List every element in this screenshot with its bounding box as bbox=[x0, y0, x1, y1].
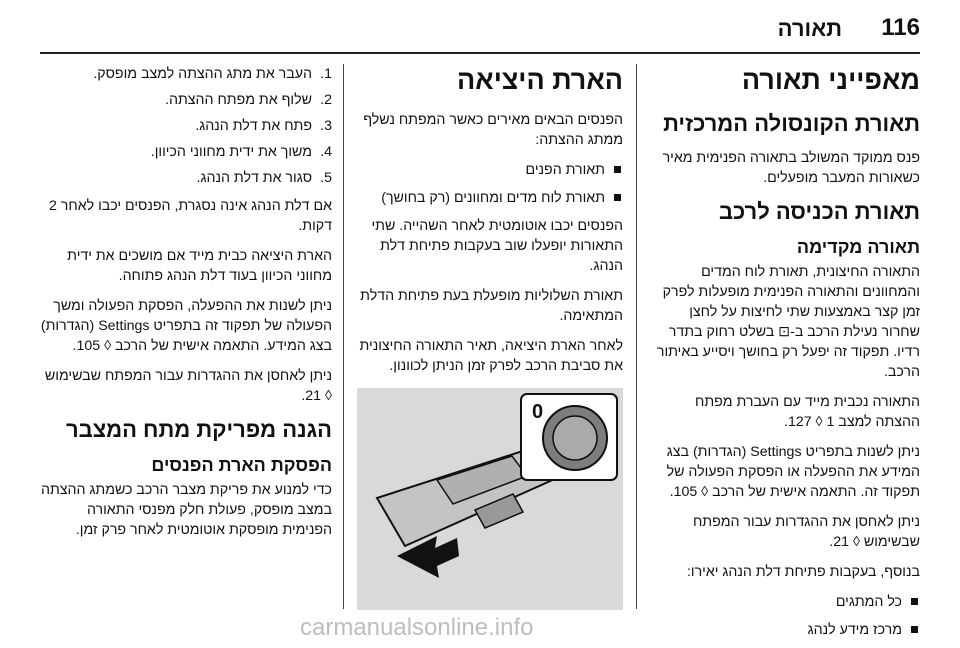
paragraph: תאורת השלוליות מופעלת בעת פתיחת הדלת המתאימה. bbox=[360, 288, 623, 324]
step-item: 3.פתח את דלת הנהג. bbox=[195, 118, 332, 134]
watermark: carmanualsonline.info bbox=[300, 614, 534, 641]
page-number: 116 bbox=[881, 14, 920, 41]
paragraph: ניתן לשנות בתפריט Settings (הגדרות) בצג המידע את ההפעלה או הפסקת הפעולה של תפקוד זה. התאמה אישית של הרכב ◊ 105. bbox=[666, 444, 920, 500]
step-item: 5.סגור את דלת הנהג. bbox=[196, 170, 332, 186]
paragraph: אם דלת הנהג אינה נסגרת, הפנסים יכבו לאחר 2 דקות. bbox=[48, 198, 332, 234]
header-rule bbox=[40, 52, 920, 54]
paragraph: ניתן לאחסן את ההגדרות עבור המפתח שבשימוש ◊ 21. bbox=[692, 514, 920, 550]
paragraph: ניתן לשנות את ההפעלה, הפסקת הפעולה ומשך הפעולה של תפקוד זה בתפריט Settings (הגדרות) בצג המידע. התאמה אישית של הרכב ◊ 105. bbox=[40, 298, 332, 354]
list-item: כל המתגים bbox=[650, 592, 920, 612]
bullet-list bbox=[650, 592, 920, 640]
left-column bbox=[40, 64, 332, 550]
paragraph: הארת היציאה כבית מייד אם מושכים את ידית מחווני הכיוון בעוד דלת הנהג פתוחה. bbox=[67, 248, 332, 284]
subheading-welcome-light: תאורה מקדימה bbox=[796, 237, 920, 257]
right-column bbox=[650, 64, 920, 648]
lever-position-label: 0 bbox=[532, 401, 544, 423]
paragraph: פנס ממוקד המשולב בתאורה הפנימית מאיר כשאורות המעבר מופעלים. bbox=[662, 150, 920, 186]
subheading-battery-protection: הגנה מפריקת מתח המצבר bbox=[65, 417, 332, 442]
subheading-entry-light: תאורת הכניסה לרכב bbox=[718, 199, 920, 224]
lever-drawing bbox=[357, 388, 623, 610]
middle-column bbox=[357, 64, 623, 412]
page-title: תאורה bbox=[777, 16, 842, 41]
step-item: 1.העבר את מתג ההצתה למצב מופסק. bbox=[93, 66, 332, 82]
paragraph: לאחר הארת היציאה, תאיר התאורה החיצונית את סביבת הרכב לפרק זמן הניתן לכוונון. bbox=[359, 338, 623, 374]
section-heading: הארת היציאה bbox=[457, 65, 623, 95]
page-header bbox=[0, 0, 960, 56]
list-item: תאורת לוח מדים ומחוונים (רק בחושך) bbox=[357, 188, 623, 208]
subheading-lights-off: הפסקת הארת הפנסים bbox=[151, 455, 332, 475]
steps-list bbox=[40, 64, 332, 188]
step-item: 2.שלוף את מפתח ההצתה. bbox=[165, 92, 332, 108]
column-divider-right bbox=[636, 64, 637, 609]
paragraph: הפנסים הבאים מאירים כאשר המפתח נשלף ממתג ההצתה: bbox=[363, 112, 623, 148]
paragraph: התאורה נכבית מייד עם העברת מפתח ההצתה למצב 1 ◊ 127. bbox=[695, 394, 920, 430]
list-item: תאורת הפנים bbox=[357, 160, 623, 180]
paragraph: בנוסף, בעקבות פתיחת דלת הנהג יאירו: bbox=[686, 564, 920, 580]
step-item: 4.משוך את ידית מחווני הכיוון. bbox=[150, 144, 332, 160]
paragraph: התאורה החיצונית, תאורת לוח המדים והמחוונים והתאורה הפנימית מופעלות לפרק זמן קצר באמצעות שתי לחיצות על לחצן שחרור נעילת הרכב ב-⊡ בשלט רחוק בתדר רדיו. תפקוד זה יפעל רק בחושך ויסייע באיתור הרכב. bbox=[656, 264, 920, 380]
list-item: מרכז מידע לנהג bbox=[650, 620, 920, 640]
turn-signal-lever-illustration bbox=[357, 388, 623, 610]
column-divider-left bbox=[343, 64, 344, 609]
paragraph: הפנסים יכבו אוטומטית לאחר השהייה. שתי התאורות יופעלו שוב בעקבות פתיחת דלת הנהג. bbox=[371, 218, 623, 274]
paragraph: כדי למנוע את פריקת מצבר הרכב כשמתג ההצתה במצב מופסק, פעולת חלק מפנסי התאורה הפנימית מופסקת אוטומטית לאחר פרק זמן. bbox=[40, 482, 332, 538]
paragraph: ניתן לאחסן את ההגדרות עבור המפתח שבשימוש ◊ 21. bbox=[44, 368, 332, 404]
subheading-console-light: תאורת הקונסולה המרכזית bbox=[663, 111, 920, 136]
bullet-list bbox=[357, 160, 623, 208]
section-heading: מאפייני תאורה bbox=[741, 65, 920, 95]
